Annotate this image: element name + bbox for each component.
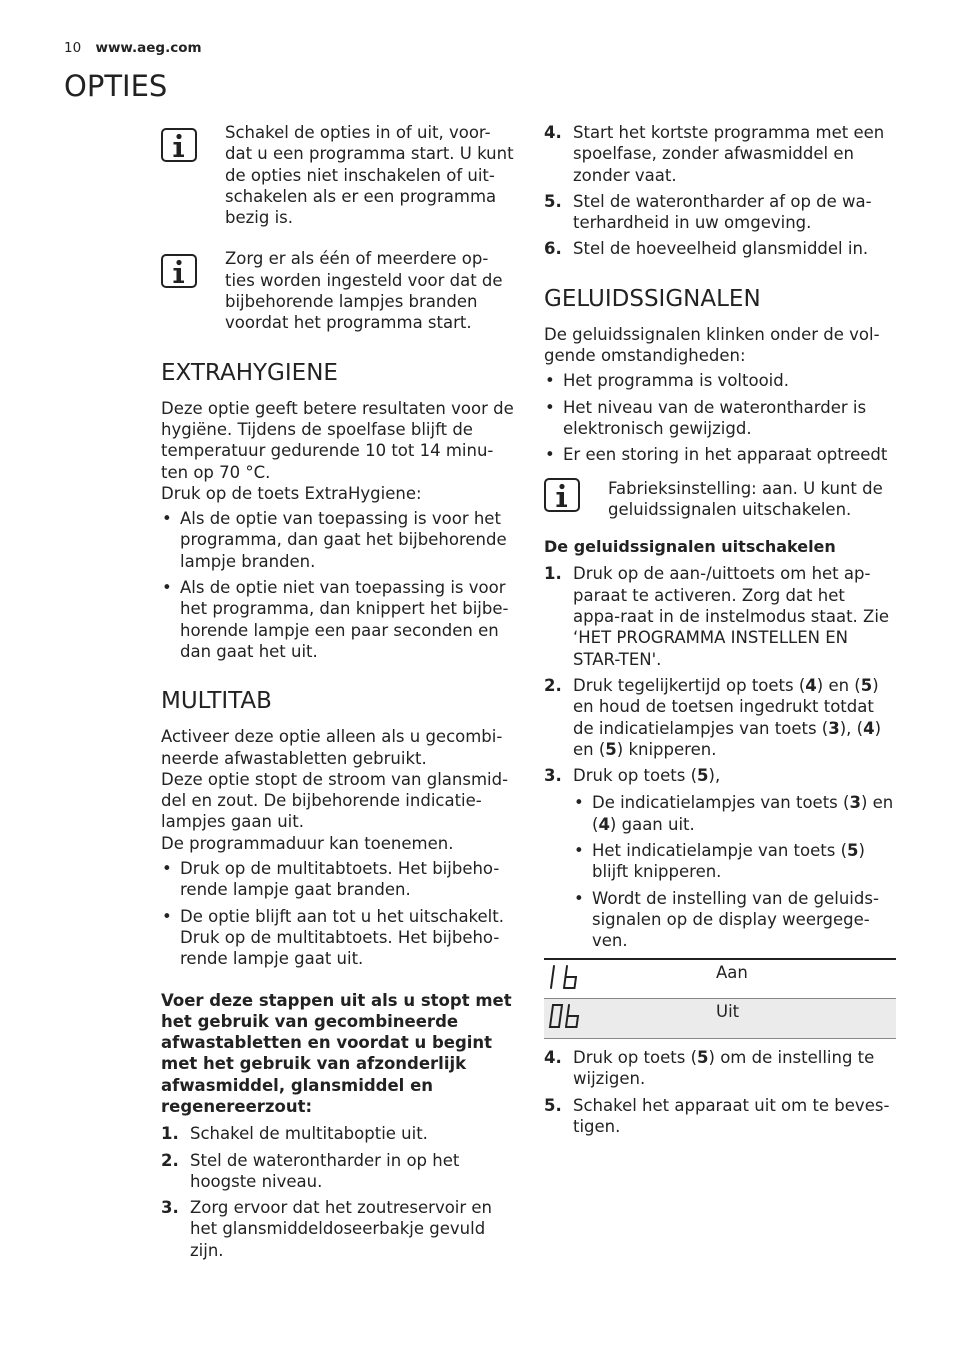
step-list bbox=[161, 1123, 516, 1261]
note-text: Fabrieksinstelling: aan. U kunt de geluidssignalen uitschakelen. bbox=[608, 478, 883, 519]
list-item: • Als de optie niet van toepassing is voor het programma, dan knippert het bijbe-horende lampje een paar seconden en dan gaat het uit. bbox=[162, 578, 509, 661]
step-list bbox=[544, 122, 896, 260]
seven-segment-display-0b bbox=[548, 1003, 582, 1029]
section-heading-multitab: MULTITAB bbox=[161, 688, 272, 715]
info-note-1 bbox=[161, 122, 516, 228]
note-text: Schakel de opties in of uit, voor-dat u een programma start. U kunt de opties niet inschakelen of uit-schakelen als er een programma bezig is. bbox=[225, 123, 514, 228]
info-note-3 bbox=[544, 478, 896, 521]
list-item: • Het indicatielampje van toets (5) blijft knipperen. bbox=[574, 841, 865, 882]
paragraph: Deze optie geeft betere resultaten voor de hygiëne. Tijdens de spoelfase blijft de temperatuur gedurende 10 tot 14 minu-ten op 70 °C. bbox=[161, 398, 514, 482]
page-title: OPTIES bbox=[64, 69, 168, 103]
display-table bbox=[544, 958, 896, 1040]
list-item: • De optie blijft aan tot u het uitschakelt. Druk op de multitabtoets. Het bijbeho-rende lampje gaat uit. bbox=[162, 906, 504, 969]
section-heading-geluidssignalen: GELUIDSSIGNALEN bbox=[544, 285, 761, 312]
list-item: 2. Druk tegelijkertijd op toets (4) en (5) en houd de toetsen ingedrukt totdat de indicatielampjes van toets (3), (4) en (5) knipperen. bbox=[544, 675, 881, 759]
section-heading-extrahygiene: EXTRAHYGIENE bbox=[161, 359, 338, 386]
website-url[interactable]: www.aeg.com bbox=[95, 40, 202, 56]
list-item: 2. Stel de waterontharder in op het hoogste niveau. bbox=[161, 1150, 460, 1191]
info-icon bbox=[161, 128, 197, 162]
list-item: • Wordt de instelling van de geluids-signalen op de display weergege-ven. bbox=[574, 888, 879, 951]
list-item: 1. Druk op de aan-/uittoets om het ap-paraat te activeren. Zorg dat het appa-raat in de instelmodus staat. Zie ‘HET PROGRAMMA INSTELLEN EN STAR-TEN'. bbox=[544, 564, 890, 669]
display-label: Uit bbox=[716, 1002, 740, 1021]
list-item: 5. Schakel het apparaat uit om te beves-tigen. bbox=[544, 1095, 890, 1136]
list-item: 4. Druk op toets (5) om de instelling te wijzigen. bbox=[544, 1048, 875, 1089]
list-item: • Druk op de multitabtoets. Het bijbeho-rende lampje gaat branden. bbox=[162, 859, 500, 900]
page-number: 10 bbox=[64, 40, 82, 56]
list-item: 5. Stel de waterontharder af op de wa-terhardheid in uw omgeving. bbox=[544, 191, 872, 233]
list-item: • Als de optie van toepassing is voor het programma, dan gaat het bijbehorende lampje branden. bbox=[162, 509, 507, 571]
list-item: 6. Stel de hoeveelheid glansmiddel in. bbox=[544, 239, 869, 259]
display-label: Aan bbox=[716, 962, 748, 982]
list-item: • Er een storing in het apparaat optreedt bbox=[545, 445, 888, 465]
paragraph: Activeer deze optie alleen als u gecombi-neerde afwastabletten gebruikt. bbox=[161, 727, 503, 768]
paragraph: Druk op de toets ExtraHygiene: bbox=[161, 483, 422, 503]
left-column bbox=[161, 122, 516, 1266]
right-column bbox=[544, 122, 896, 1142]
table-row bbox=[544, 959, 896, 999]
display-readout bbox=[544, 959, 712, 999]
list-item: • De indicatielampjes van toets (3) en (4) gaan uit. bbox=[574, 793, 894, 834]
subheading: De geluidssignalen uitschakelen bbox=[544, 537, 836, 557]
bullet-list bbox=[161, 508, 516, 662]
paragraph: De programmaduur kan toenemen. bbox=[161, 833, 454, 853]
list-item: • Het programma is voltooid. bbox=[545, 371, 789, 391]
page-header bbox=[64, 38, 202, 59]
table-row bbox=[544, 999, 896, 1039]
bullet-list bbox=[544, 370, 896, 465]
list-item: 1. Schakel de multitaboptie uit. bbox=[161, 1124, 428, 1144]
step-list bbox=[544, 563, 896, 951]
bold-instruction: Voer deze stappen uit als u stopt met het gebruik van gecombineerde afwastabletten en voordat u begint met het gebruik van afzonderlijk afwasmiddel, glansmiddel en regenereerzout: bbox=[161, 990, 512, 1116]
bullet-list bbox=[161, 858, 516, 969]
step-list bbox=[544, 1047, 896, 1137]
display-readout bbox=[544, 999, 712, 1039]
paragraph: De geluidssignalen klinken onder de vol-gende omstandigheden: bbox=[544, 324, 880, 366]
list-item: 3. Druk op toets (5), • De indicatielampjes van toets (3) en (4) gaan uit. • Het indicatielampje van toets (5) blijft knipperen. • Wordt de instelling van de geluids-signalen op de display weergege-ven. bbox=[544, 765, 896, 951]
info-icon bbox=[161, 254, 197, 288]
list-item: • Het niveau van de waterontharder is elektronisch gewijzigd. bbox=[545, 397, 867, 438]
sub-bullet-list bbox=[573, 792, 896, 951]
list-item: 4. Start het kortste programma met een spoelfase, zonder afwasmiddel en zonder vaat. bbox=[544, 123, 885, 185]
list-item: 3. Zorg ervoor dat het zoutreservoir en het glansmiddeldoseerbakje gevuld zijn. bbox=[161, 1198, 493, 1260]
seven-segment-display-1b bbox=[548, 964, 582, 990]
paragraph: Deze optie stopt de stroom van glansmid-del en zout. De bijbehorende indicatie-lampjes gaan uit. bbox=[161, 769, 509, 832]
info-icon bbox=[544, 478, 580, 512]
note-text: Zorg er als één of meerdere op-ties worden ingesteld voor dat de bijbehorende lampjes branden voordat het programma start. bbox=[225, 249, 503, 333]
info-note-2 bbox=[161, 248, 516, 333]
